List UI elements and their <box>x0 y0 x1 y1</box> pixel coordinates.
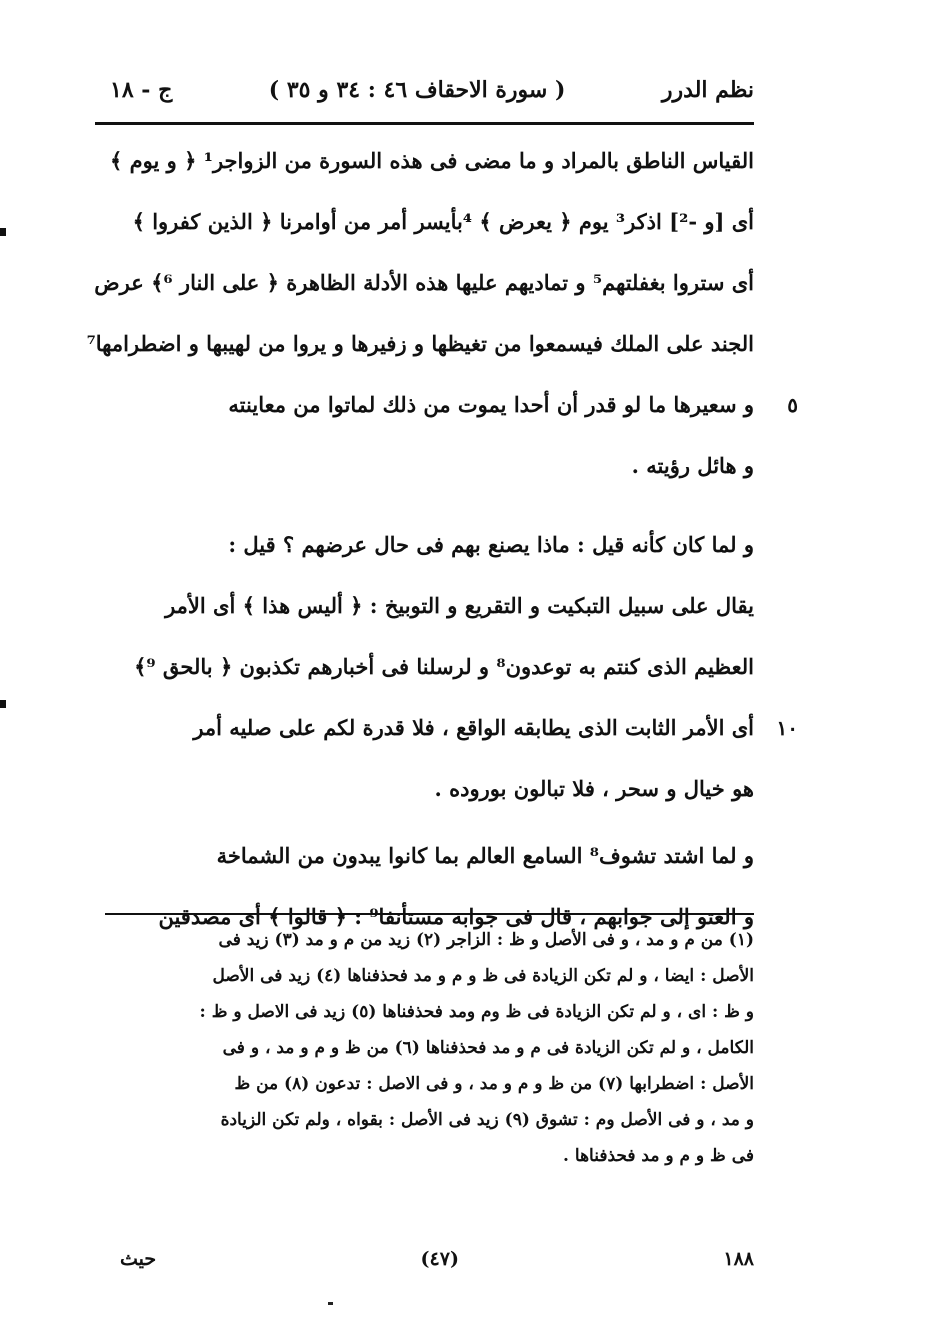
line-number: ١٠ <box>776 716 798 740</box>
page-footer <box>120 1242 754 1276</box>
footnote-line: و ظ : اى ، و لم تكن الزيادة فى ظ وم ومد فحذفناها (٥) زيد فى الاصل و ظ : <box>199 1002 754 1022</box>
scan-speck <box>328 1302 333 1305</box>
text-line-numbered <box>105 379 798 440</box>
text-line: القياس الناطق بالمراد و ما مضى فى هذه السورة من الزواجر¹ ﴿ و يوم ﴾ <box>110 148 754 173</box>
text-line-content: أى الأمر الثابت الذى يطابقه الواقع ، فلا قدرة لكم على صليه أمر <box>193 715 754 740</box>
text-line: و هائل رؤيته . <box>631 453 754 478</box>
margin-mark <box>0 700 6 708</box>
margin-mark <box>0 228 6 236</box>
signature-number: (٤٧) <box>420 1248 459 1270</box>
text-line-numbered <box>105 702 798 763</box>
footnote-line: الأصل : اضطرابها (٧) من ظ و م و مد ، و فى الاصل : تدعون (٨) من ظ <box>234 1074 754 1094</box>
text-line: هو خيال و سحر ، فلا تبالون بوروده . <box>434 776 754 801</box>
text-line: الجند على الملك فيسمعوا من تغيظها و زفيرها و يروا من لهيبها و اضطرامها⁷ <box>86 331 754 356</box>
footnote-line: و مد ، و فى الأصل وم : تشوق (٩) زيد فى الأصل : بقواه ، ولم تكن الزيادة <box>220 1110 754 1130</box>
book-title: نظم الدرر <box>661 77 754 103</box>
text-line: و العتو إلى جوابهم ، قال فى جوابه مستأنفا⁹ : ﴿ قالوا ﴾ أى مصدقين <box>158 904 754 929</box>
text-line-content: و سعيرها ما لو قدر أن أحدا يموت من ذلك لماتوا من معاينته <box>228 392 754 417</box>
text-line: أى [و -²] اذكر³ يوم ﴿ يعرض ﴾ ⁴بأيسر أمر من أوامرنا ﴿ الذين كفروا ﴾ <box>132 209 754 234</box>
footnotes <box>105 922 754 1174</box>
surah-reference: ( سورة الاحقاف ٤٦ : ٣٤ و ٣٥ ) <box>268 77 566 103</box>
text-line: يقال على سبيل التبكيت و التقريع و التوبيخ : ﴿ أليس هذا ﴾ أى الأمر <box>165 593 754 618</box>
catchword: حيث <box>120 1248 157 1270</box>
footnote-line: (١) من م و مد ، و فى الأصل و ظ : الزاجر (٢) زيد من م و مد (٣) زيد فى <box>218 930 754 950</box>
text-line: العظيم الذى كنتم به توعدون⁸ و لرسلنا فى أخبارهم تكذبون ﴿ بالحق ⁹﴾ <box>134 654 754 679</box>
line-number: ٥ <box>787 393 798 417</box>
text-line: أى ستروا بغفلتهم⁵ و تماديهم عليها هذه الأدلة الظاهرة ﴿ على النار ⁶﴾ عرض <box>94 270 754 295</box>
footnote-line: الأصل : ايضا ، و لم تكن الزيادة فى ظ و م و مد فحذفناها (٤) زيد فى الأصل <box>212 966 754 986</box>
footnote-rule <box>105 913 754 915</box>
footnote-line: الكامل ، و لم تكن الزيادة فى م و مد فحذفناها (٦) من ظ و م و مد ، و فى <box>222 1038 754 1058</box>
running-header <box>110 68 754 112</box>
main-text <box>86 135 798 952</box>
page-number: ١٨٨ <box>723 1248 754 1270</box>
text-line: و لما اشتد تشوف⁸ السامع العالم بما كانوا يبدون من الشماخة <box>216 843 754 868</box>
footnote-line: فى ظ و م و مد فحذفناها . <box>563 1146 754 1166</box>
text-line: و لما كان كأنه قيل : ماذا يصنع بهم فى حال عرضهم ؟ قيل : <box>228 532 754 557</box>
volume-number: ج - ١٨ <box>110 77 173 103</box>
header-rule <box>95 122 754 125</box>
